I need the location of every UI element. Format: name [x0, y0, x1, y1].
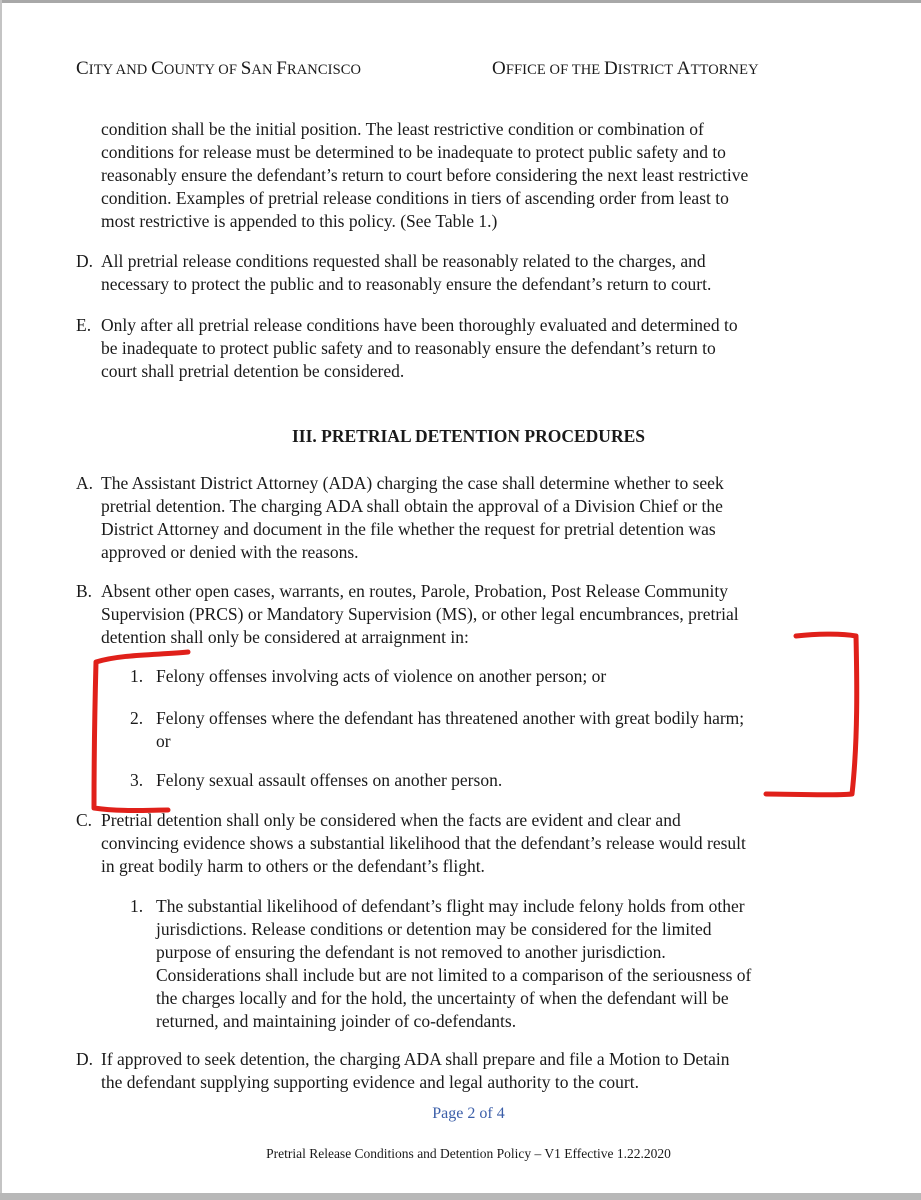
viewer-bottom-border [0, 1193, 921, 1200]
viewer-left-border [0, 0, 2, 1200]
text-line: Felony sexual assault offenses on another person. [156, 770, 503, 790]
header-left-word: CITY AND [76, 58, 152, 79]
item-marker: E. [76, 315, 92, 335]
viewer-top-border [0, 0, 921, 3]
text-line: approved or denied with the reasons. [101, 542, 359, 562]
item-marker: C. [76, 810, 93, 830]
header-right-word: OFFICE OF THE [492, 58, 604, 79]
footer-policy-title: Pretrial Release Conditions and Detention Policy – V1 Effective 1.22.2020 [266, 1146, 671, 1161]
item-marker: D. [76, 1049, 94, 1069]
text-line: Felony offenses involving acts of violence on another person; or [156, 666, 607, 686]
paragraph-d-motion-to-detain [101, 1048, 730, 1094]
text-line: District Attorney and document in the file whether the request for pretrial detention was [101, 519, 716, 539]
text-line: Absent other open cases, warrants, en routes, Parole, Probation, Post Release Community [101, 581, 728, 601]
paragraph-c-evidence [101, 809, 746, 878]
text-line: condition. Examples of pretrial release conditions in tiers of ascending order from least to [101, 188, 729, 208]
paragraph-b-arraignment [101, 580, 739, 649]
text-line: convincing evidence shows a substantial likelihood that the defendant’s release would result [101, 833, 746, 853]
continuation-paragraph [101, 118, 748, 233]
item-marker: B. [76, 581, 93, 601]
list-item-marker: 2. [130, 708, 144, 728]
item-marker: D. [76, 251, 94, 271]
right-bracket-stroke [766, 634, 857, 795]
paragraph-a-ada-decision [101, 472, 724, 564]
text-line: necessary to protect the public and to reasonably ensure the defendant’s return to court. [101, 274, 712, 294]
text-line: be inadequate to protect public safety and to reasonably ensure the defendant’s return to [101, 338, 716, 358]
list-item-threat [156, 707, 744, 753]
text-line: Felony offenses where the defendant has threatened another with great bodily harm; [156, 708, 745, 728]
text-line: detention shall only be considered at arraignment in: [101, 627, 469, 647]
text-line: jurisdictions. Release conditions or detention may be considered for the limited [156, 919, 712, 939]
text-line: conditions for release must be determined to be inadequate to protect public safety and to [101, 142, 726, 162]
header-city-county [76, 58, 361, 80]
text-line: The substantial likelihood of defendant’s flight may include felony holds from other [156, 896, 745, 916]
item-marker: A. [76, 473, 94, 493]
text-line: All pretrial release conditions requested shall be reasonably related to the charges, and [101, 251, 706, 271]
header-right-word: ATTORNEY [676, 58, 759, 79]
text-line: condition shall be the initial position. The least restrictive condition or combination of [101, 119, 704, 139]
list-item-marker: 1. [130, 666, 144, 686]
text-line: the defendant supplying supporting evidence and legal authority to the court. [101, 1072, 639, 1092]
paragraph-d-release-conditions [101, 250, 711, 296]
text-line: pretrial detention. The charging ADA shall obtain the approval of a Division Chief or the [101, 496, 723, 516]
header-left-word: FRANCISCO [276, 58, 362, 79]
text-line: returned, and maintaining joinder of co-defendants. [156, 1011, 517, 1031]
text-line: most restrictive is appended to this policy. (See Table 1.) [101, 211, 498, 231]
text-line: purpose of ensuring the defendant is not removed to another jurisdiction. [156, 942, 666, 962]
text-line: If approved to seek detention, the charging ADA shall prepare and file a Motion to Detain [101, 1049, 730, 1069]
list-item-marker: 3. [130, 770, 144, 790]
section-heading: III. PRETRIAL DETENTION PROCEDURES [292, 426, 645, 446]
paragraph-e-detention-last-resort [101, 314, 738, 383]
text-line: Pretrial detention shall only be considered when the facts are evident and clear and [101, 810, 681, 830]
header-left-word: COUNTY OF [151, 58, 241, 79]
list-item-flight-likelihood [156, 895, 751, 1033]
text-line: Considerations shall include but are not limited to a comparison of the seriousness of [156, 965, 752, 985]
list-item-sexual-assault [156, 769, 502, 792]
header-right-word: DISTRICT [603, 58, 677, 79]
text-line: or [156, 731, 171, 751]
header-left-word: SAN [240, 58, 277, 79]
text-line: The Assistant District Attorney (ADA) charging the case shall determine whether to seek [101, 473, 724, 493]
text-line: Only after all pretrial release conditions have been thoroughly evaluated and determined to [101, 315, 738, 335]
text-line: court shall pretrial detention be considered. [101, 361, 405, 381]
header-office [492, 58, 759, 80]
list-item-violence [156, 665, 606, 688]
text-line: the charges locally and for the hold, the uncertainty of when the defendant will be [156, 988, 729, 1008]
page-number: Page 2 of 4 [432, 1105, 505, 1122]
list-item-marker: 1. [130, 896, 144, 916]
text-line: reasonably ensure the defendant’s return to court before considering the next least restrictive [101, 165, 749, 185]
text-line: in great bodily harm to others or the defendant’s flight. [101, 856, 485, 876]
text-line: Supervision (PRCS) or Mandatory Supervision (MS), or other legal encumbrances, pretrial [101, 604, 739, 624]
